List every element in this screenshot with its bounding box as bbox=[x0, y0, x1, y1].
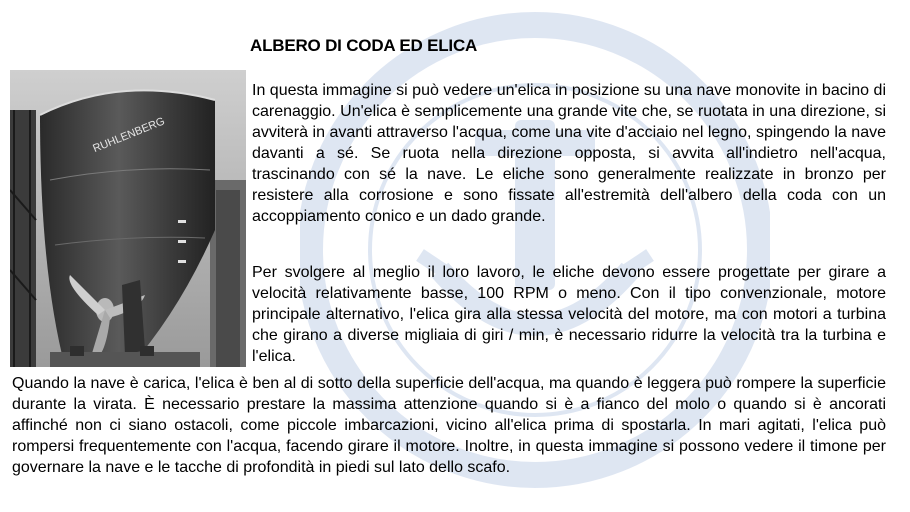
page-title: ALBERO DI CODA ED ELICA bbox=[250, 36, 478, 55]
ship-drydock-photo bbox=[10, 70, 246, 367]
paragraph-intro: In questa immagine si può vedere un'elica in posizione su una nave monovite in bacino di carenaggio. Un'elica è semplicemente una grande vite che, se ruotata in una direzione, si avviterà in avanti attraverso l'acqua, come una vite d'acciaio nel legno, spingendo la nave davanti a sé. Se ruota nella direzione opposta, si avvita all'indietro nell'acqua, trascinando con sé la nave. Le eliche sono generalmente realizzate in bronzo per resistere alla corrosione e sono fissate all'estremità dell'albero della coda con un accoppiamento conico e un dado grande. bbox=[252, 82, 886, 225]
hull-lettering: RUHLENBERG bbox=[91, 115, 167, 156]
paragraph-loading: Quando la nave è carica, l'elica è ben al di sotto della superficie dell'acqua, ma quando è leggera può rompere la superficie durante la virata. È necessario prestare la massima attenzione quando si è a fianco del molo o quando si è ancorati affinché non ci siano ostacoli, come piccole imbarcazioni, vicino all'elica prima di spostarla. In mari agitati, l'elica può rompersi frequentemente con l'acqua, facendo girare il motore. Inoltre, in questa immagine si possono vedere il timone per governare la nave e le tacche di profondità in piedi sul lato dello scafo. bbox=[12, 375, 886, 476]
paragraph-speed: Per svolgere al meglio il loro lavoro, le eliche devono essere progettate per girare a velocità relativamente basse, 100 RPM o meno. Con il tipo convenzionale, motore principale alternativo, l'elica gira alla stessa velocità del motore, ma con motori a turbina che girano a diverse migliaia di giri / min, è necessario ridurre la velocità tra la turbina e l'elica. bbox=[252, 264, 886, 365]
